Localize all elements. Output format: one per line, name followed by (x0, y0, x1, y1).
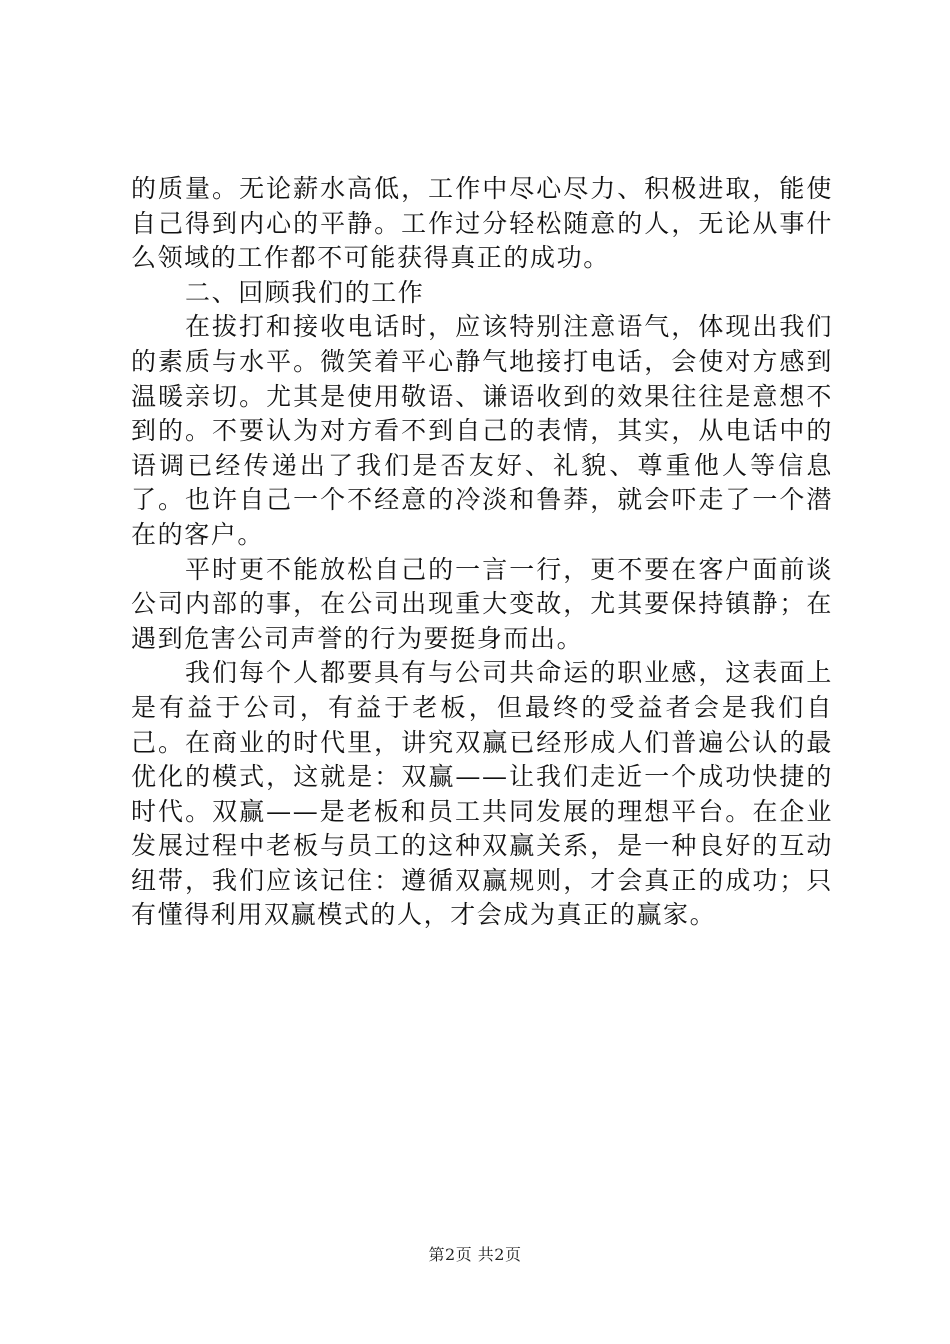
paragraph-conduct: 平时更不能放松自己的一言一行，更不要在客户面前谈公司内部的事，在公司出现重大变故，尤其要保持镇静；在遇到危害公司声誉的行为要挺身而出。 (131, 554, 833, 653)
paragraph-phone-etiquette: 在拔打和接收电话时，应该特别注意语气，体现出我们的素质与水平。微笑着平心静气地接打电话，会使对方感到温暖亲切。尤其是使用敬语、谦语收到的效果往往是意想不到的。不要认为对方看不到自己的表情，其实，从电话中的语调已经传递出了我们是否友好、礼貌、尊重他人等信息了。也许自己一个不经意的冷淡和鲁莽，就会吓走了一个潜在的客户。 (131, 312, 833, 549)
document-body (131, 172, 833, 933)
paragraph-win-win: 我们每个人都要具有与公司共命运的职业感，这表面上是有益于公司，有益于老板，但最终的受益者会是我们自己。在商业的时代里，讲究双赢已经形成人们普遍公认的最优化的模式，这就是：双赢——让我们走近一个成功快捷的时代。双赢——是老板和员工共同发展的理想平台。在企业发展过程中老板与员工的这种双赢关系，是一种良好的互动纽带，我们应该记住：遵循双赢规则，才会真正的成功；只有懂得利用双赢模式的人，才会成为真正的赢家。 (131, 658, 833, 930)
paragraph-continued: 的质量。无论薪水高低，工作中尽心尽力、积极进取，能使自己得到内心的平静。工作过分轻松随意的人，无论从事什么领域的工作都不可能获得真正的成功。 (131, 174, 833, 273)
page-number-footer: 第2页 共2页 (428, 1245, 522, 1264)
section-heading: 二、回顾我们的工作 (185, 277, 425, 307)
